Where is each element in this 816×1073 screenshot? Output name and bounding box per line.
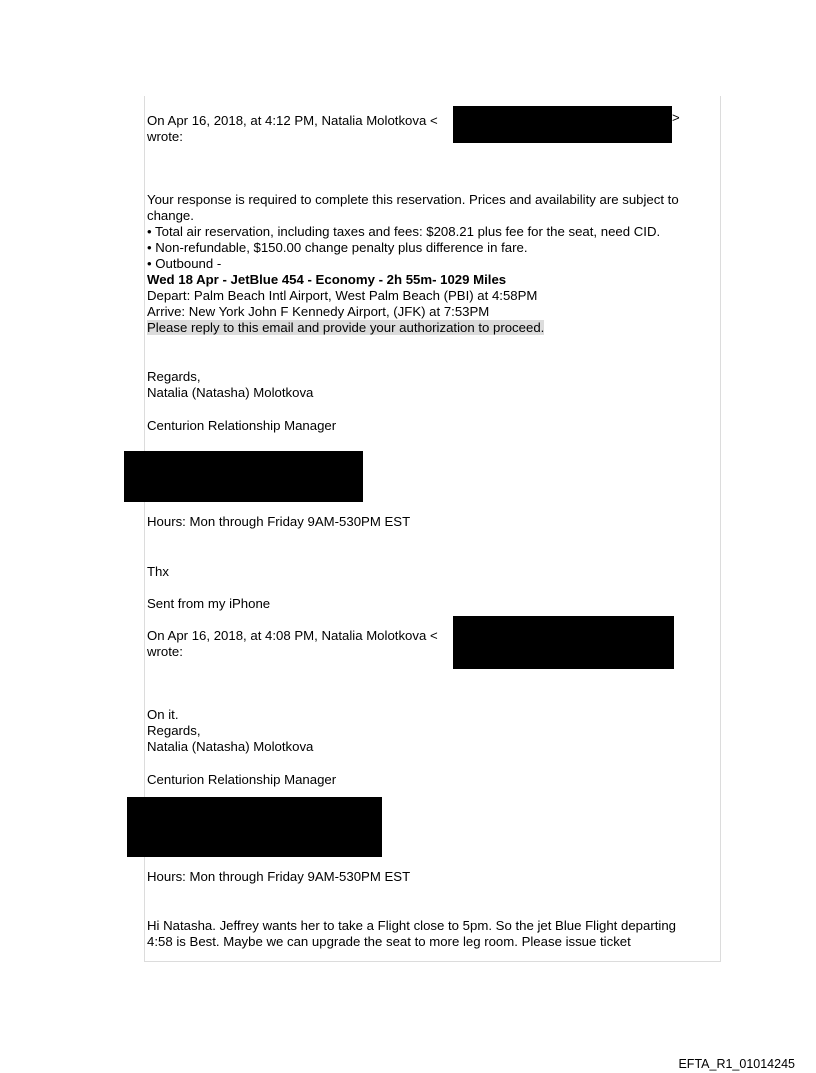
email1-bullet-2: • Non-refundable, $150.00 change penalty plus difference in fare. <box>147 240 528 255</box>
email2-body: On it. <box>147 707 179 722</box>
email1-header-suffix: > <box>672 110 680 125</box>
email1-flight-line: Wed 18 Apr - JetBlue 454 - Economy - 2h 55m- 1029 Miles <box>147 272 507 287</box>
reply1-sent-from: Sent from my iPhone <box>147 596 271 611</box>
original-line1: Hi Natasha. Jeffrey wants her to take a Flight close to 5pm. So the jet Blue Flight departing <box>147 918 677 933</box>
email2-hours: Hours: Mon through Friday 9AM-530PM EST <box>147 869 411 884</box>
original-line2: 4:58 is Best. Maybe we can upgrade the seat to more leg room. Please issue ticket <box>147 934 631 949</box>
redaction-email-address <box>453 106 672 143</box>
email1-header-line2: wrote: <box>147 129 183 144</box>
email1-regards: Regards, <box>147 369 201 384</box>
email1-title: Centurion Relationship Manager <box>147 418 337 433</box>
email2-regards: Regards, <box>147 723 201 738</box>
email2-name: Natalia (Natasha) Molotkova <box>147 739 314 754</box>
email1-reply-highlight: Please reply to this email and provide your authorization to proceed. <box>147 320 545 335</box>
email1-bullet-3: • Outbound - <box>147 256 222 271</box>
email1-header-line1: On Apr 16, 2018, at 4:12 PM, Natalia Molotkova < <box>147 113 438 128</box>
document-id: EFTA_R1_01014245 <box>678 1057 795 1071</box>
email1-name: Natalia (Natasha) Molotkova <box>147 385 314 400</box>
email1-body-line2: change. <box>147 208 194 223</box>
redaction-contact-block-2 <box>127 797 382 857</box>
email1-depart-line: Depart: Palm Beach Intl Airport, West Palm Beach (PBI) at 4:58PM <box>147 288 538 303</box>
email1-body-line1: Your response is required to complete this reservation. Prices and availability are subject to <box>147 192 679 207</box>
reply1-thx: Thx <box>147 564 169 579</box>
email1-bullet-1: • Total air reservation, including taxes and fees: $208.21 plus fee for the seat, need CID. <box>147 224 661 239</box>
redaction-contact-block <box>124 451 363 502</box>
email1-arrive-line: Arrive: New York John F Kennedy Airport, (JFK) at 7:53PM <box>147 304 490 319</box>
redaction-email-address-2 <box>453 616 674 669</box>
email2-header-line2: wrote: <box>147 644 183 659</box>
email2-header-line1: On Apr 16, 2018, at 4:08 PM, Natalia Molotkova < <box>147 628 438 643</box>
email1-hours: Hours: Mon through Friday 9AM-530PM EST <box>147 514 411 529</box>
email2-title: Centurion Relationship Manager <box>147 772 337 787</box>
email1-reply-line <box>147 320 544 336</box>
